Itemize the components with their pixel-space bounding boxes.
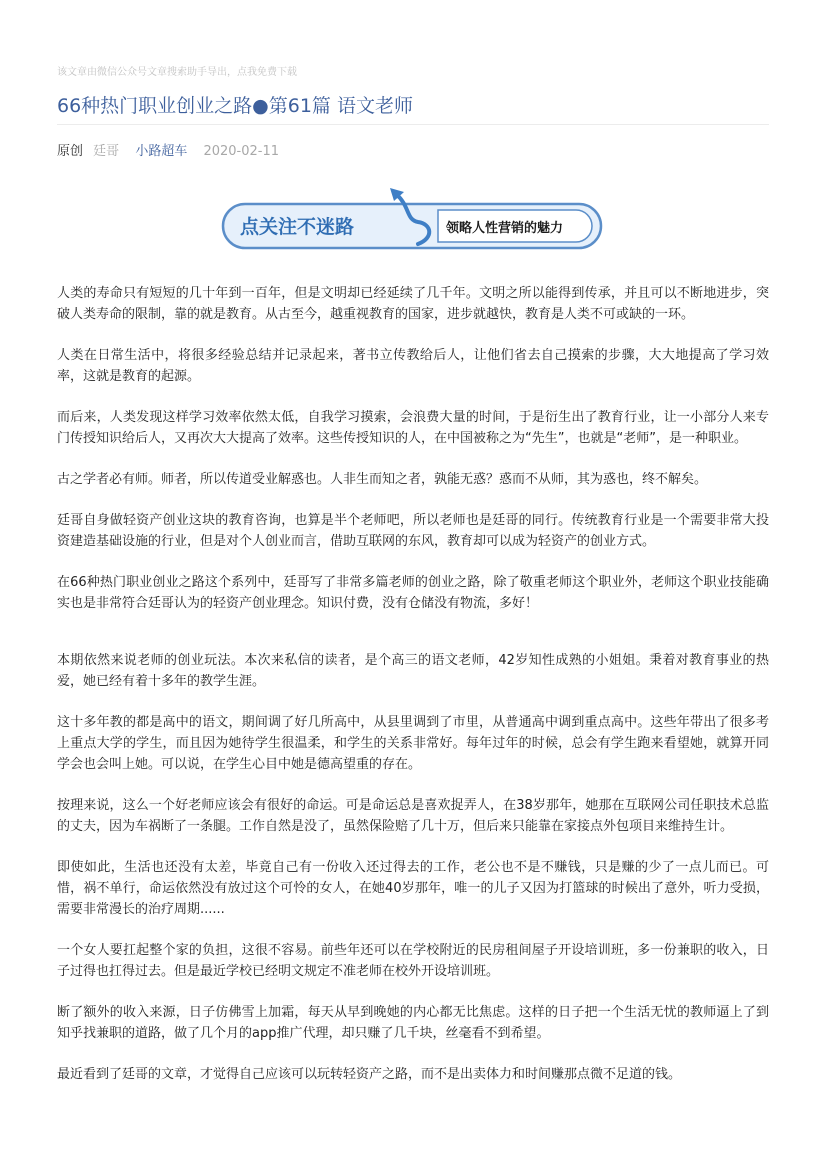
- author-name: 廷哥: [93, 144, 120, 159]
- paragraph: 人类在日常生活中，将很多经验总结并记录起来，著书立传教给后人，让他们省去自己摸索的步骤，大大地提高了学习效率，这就是教育的起源。: [57, 348, 769, 384]
- article-meta: [57, 140, 279, 159]
- paragraph: 即使如此，生活也还没有太差，毕竟自己有一份收入还过得去的工作，老公也不是不赚钱，只是赚的少了一点儿而已。可惜，祸不单行，命运依然没有放过这个可怜的女人，在她40岁那年，唯一的儿子又因为打篮球的时候出了意外，听力受损，需要非常漫长的治疗周期......: [57, 860, 769, 917]
- account-link[interactable]: 小路超车: [135, 144, 188, 159]
- article-body: [57, 283, 769, 1105]
- title-divider: [57, 124, 769, 125]
- paragraph: 在66种热门职业创业之路这个系列中，廷哥写了非常多篇老师的创业之路，除了敬重老师这个职业外，老师这个职业技能确实也是非常符合廷哥认为的轻资产创业理念。知识付费，没有仓储没有物流，多好！: [57, 575, 769, 611]
- paragraph: 而后来，人类发现这样学习效率依然太低，自我学习摸索，会浪费大量的时间，于是衍生出了教育行业，让一小部分人来专门传授知识给后人，又再次大大提高了效率。这些传授知识的人，在中国被称之为“先生”，也就是“老师”，是一种职业。: [57, 410, 769, 446]
- paragraph: 这十多年教的都是高中的语文，期间调了好几所高中，从县里调到了市里，从普通高中调到重点高中。这些年带出了很多考上重点大学的学生，而且因为她待学生很温柔，和学生的关系非常好。每年过年的时候，总会有学生跑来看望她，就算开同学会也会叫上她。可以说，在学生心目中她是德高望重的存在。: [57, 715, 769, 772]
- original-label: 原创: [57, 144, 84, 159]
- export-notice-link[interactable]: 该文章由微信公众号文章搜索助手导出，点我免费下载: [57, 67, 297, 78]
- paragraph: 按理来说，这么一个好老师应该会有很好的命运。可是命运总是喜欢捉弄人，在38岁那年，她那在互联网公司任职技术总监的丈夫，因为车祸断了一条腿。工作自然是没了，虽然保险赔了几十万，但后来只能靠在家接点外包项目来维持生计。: [57, 798, 769, 834]
- follow-banner: [220, 186, 604, 252]
- banner-right-text: 领略人性营销的魅力: [446, 221, 564, 236]
- article-title: 66种热门职业创业之路●第61篇 语文老师: [57, 95, 413, 117]
- paragraph: 最近看到了廷哥的文章，才觉得自己应该可以玩转轻资产之路，而不是出卖体力和时间赚那点微不足道的钱。: [57, 1067, 682, 1082]
- paragraph: 人类的寿命只有短短的几十年到一百年，但是文明却已经延续了几千年。文明之所以能得到传承，并且可以不断地进步，突破人类寿命的限制，靠的就是教育。从古至今，越重视教育的国家，进步就越快，教育是人类不可或缺的一环。: [57, 286, 769, 322]
- paragraph: 断了额外的收入来源，日子仿佛雪上加霜，每天从早到晚她的内心都无比焦虑。这样的日子把一个生活无忧的教师逼上了到知乎找兼职的道路，做了几个月的app推广代理，却只赚了几千块，丝毫看不到希望。: [57, 1005, 769, 1041]
- banner-left-text: 点关注不迷路: [240, 216, 355, 238]
- paragraph: 一个女人要扛起整个家的负担，这很不容易。前些年还可以在学校附近的民房租间屋子开设培训班，多一份兼职的收入，日子过得也扛得过去。但是最近学校已经明文规定不准老师在校外开设培训班。: [57, 943, 769, 979]
- paragraph: 本期依然来说老师的创业玩法。本次来私信的读者，是个高三的语文老师，42岁知性成熟的小姐姐。秉着对教育事业的热爱，她已经有着十多年的教学生涯。: [57, 653, 769, 689]
- paragraph: 古之学者必有师。师者，所以传道受业解惑也。人非生而知之者，孰能无惑？惑而不从师，其为惑也，终不解矣。: [57, 472, 708, 487]
- publish-date: 2020-02-11: [203, 144, 280, 159]
- paragraph: 廷哥自身做轻资产创业这块的教育咨询，也算是半个老师吧，所以老师也是廷哥的同行。传统教育行业是一个需要非常大投资建造基础设施的行业，但是对个人创业而言，借助互联网的东风，教育却可以成为轻资产的创业方式。: [57, 513, 769, 549]
